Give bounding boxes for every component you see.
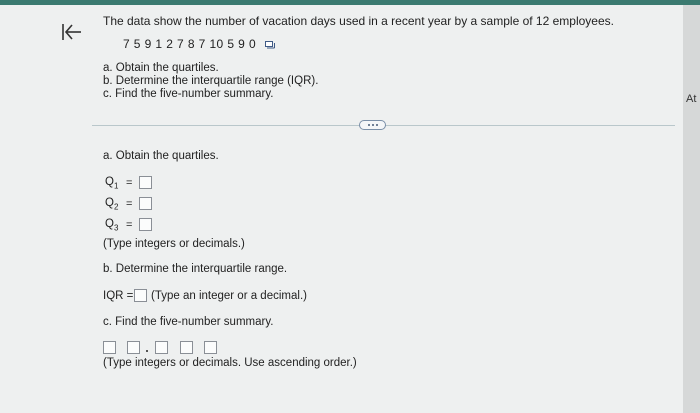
- back-arrow-icon[interactable]: [60, 20, 84, 44]
- ellipsis-dot: [376, 124, 378, 126]
- copy-data-icon[interactable]: [265, 41, 275, 49]
- maximum-input[interactable]: [204, 341, 217, 354]
- task-b: b. Determine the interquartile range (IQR).: [103, 75, 319, 87]
- part-a-heading: a. Obtain the quartiles.: [103, 150, 219, 162]
- side-panel-tab[interactable]: At: [686, 93, 697, 105]
- median-input[interactable]: [155, 341, 168, 354]
- part-a-hint: (Type integers or decimals.): [103, 238, 245, 250]
- q2-input[interactable]: [139, 197, 152, 210]
- iqr-input[interactable]: [134, 289, 147, 302]
- q1-subscript: 1: [113, 181, 119, 191]
- third-quartile-input[interactable]: [180, 341, 193, 354]
- part-c-heading: c. Find the five-number summary.: [103, 316, 274, 328]
- q1-input[interactable]: [139, 176, 152, 189]
- q1-equals: =: [126, 177, 133, 189]
- q2-subscript: 2: [113, 202, 119, 212]
- q1-label: [105, 176, 118, 190]
- task-c: c. Find the five-number summary.: [103, 88, 274, 100]
- q2-equals: =: [126, 198, 133, 210]
- part-b-hint: (Type an integer or a decimal.): [151, 290, 307, 302]
- data-values: 7 5 9 1 2 7 8 7 10 5 9 0: [123, 37, 257, 51]
- separator-dot: [146, 350, 148, 352]
- q3-subscript: 3: [113, 223, 119, 233]
- q3-equals: =: [126, 219, 133, 231]
- task-a: a. Obtain the quartiles.: [103, 62, 219, 74]
- q2-letter: Q: [105, 197, 114, 209]
- expand-more-button[interactable]: [359, 120, 386, 130]
- ellipsis-dot: [372, 124, 374, 126]
- top-accent-bar: [0, 0, 700, 5]
- part-c-hint: (Type integers or decimals. Use ascending order.): [103, 357, 357, 369]
- question-text: The data show the number of vacation days used in a recent year by a sample of 12 employees.: [103, 14, 614, 28]
- minimum-input[interactable]: [103, 341, 116, 354]
- iqr-label: IQR =: [103, 290, 134, 302]
- q1-letter: Q: [105, 176, 114, 188]
- q3-letter: Q: [105, 218, 114, 230]
- data-values-row: [123, 37, 275, 51]
- q3-input[interactable]: [139, 218, 152, 231]
- q2-label: [105, 197, 118, 211]
- part-b-heading: b. Determine the interquartile range.: [103, 263, 288, 275]
- q3-label: [105, 218, 118, 232]
- first-quartile-input[interactable]: [127, 341, 140, 354]
- ellipsis-dot: [368, 124, 370, 126]
